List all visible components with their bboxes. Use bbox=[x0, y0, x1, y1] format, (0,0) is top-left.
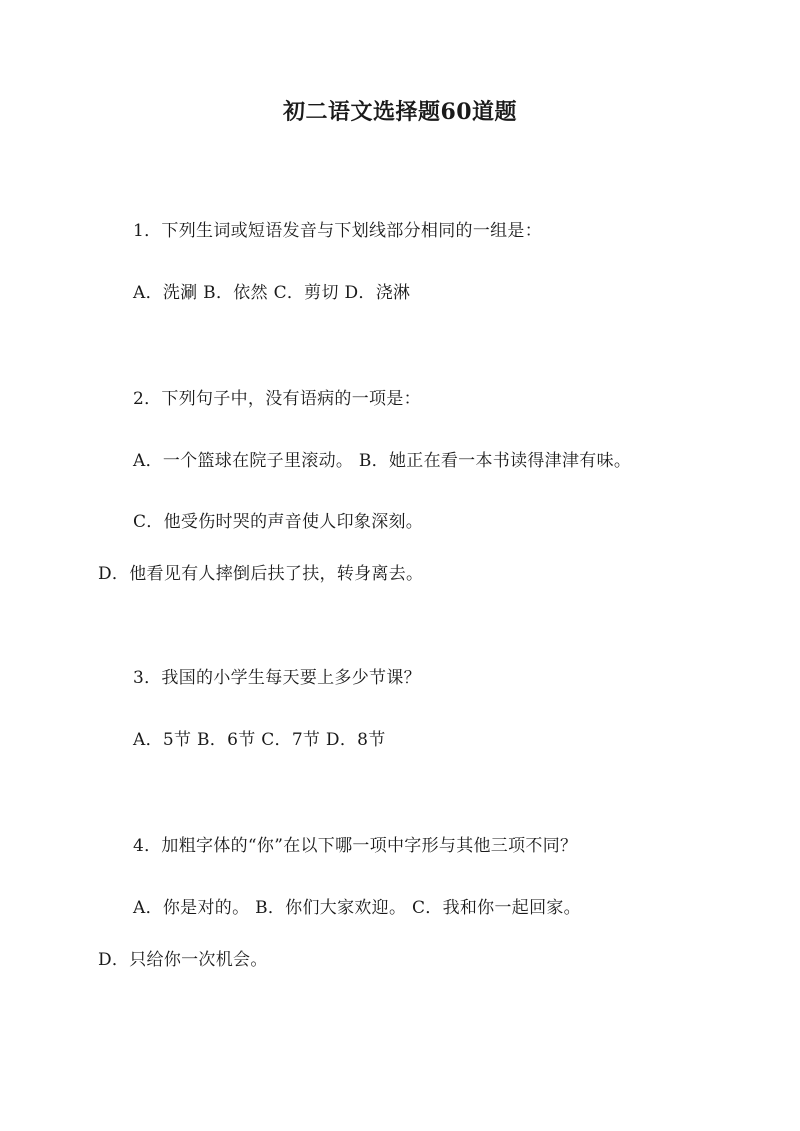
question-2-stem: 2．下列句子中，没有语病的一项是： bbox=[133, 389, 421, 409]
question-2-options-line-1: A．一个篮球在院子里滚动。 B．她正在看一本书读得津津有味。 bbox=[133, 451, 632, 471]
question-1-stem: 1．下列生词或短语发音与下划线部分相同的一组是： bbox=[133, 221, 543, 241]
question-3-stem: 3．我国的小学生每天要上多少节课？ bbox=[133, 668, 421, 688]
question-1-options: A．洗涮 B．依然 C．剪切 D．浇淋 bbox=[133, 283, 411, 303]
question-3-options: A．5节 B．6节 C．7节 D．8节 bbox=[133, 730, 386, 750]
question-4-stem: 4．加粗字体的“你”在以下哪一项中字形与其他三项不同？ bbox=[133, 836, 578, 856]
question-2-options-line-3: D．他看见有人摔倒后扶了扶，转身离去。 bbox=[98, 564, 424, 584]
question-4-options-line-1: A．你是对的。 B．你们大家欢迎。 C．我和你一起回家。 bbox=[133, 898, 581, 918]
question-4-options-line-2: D．只给你一次机会。 bbox=[98, 950, 268, 970]
question-2-options-line-2: C．他受伤时哭的声音使人印象深刻。 bbox=[133, 512, 424, 532]
document-title: 初二语文选择题60道题 bbox=[282, 99, 518, 125]
